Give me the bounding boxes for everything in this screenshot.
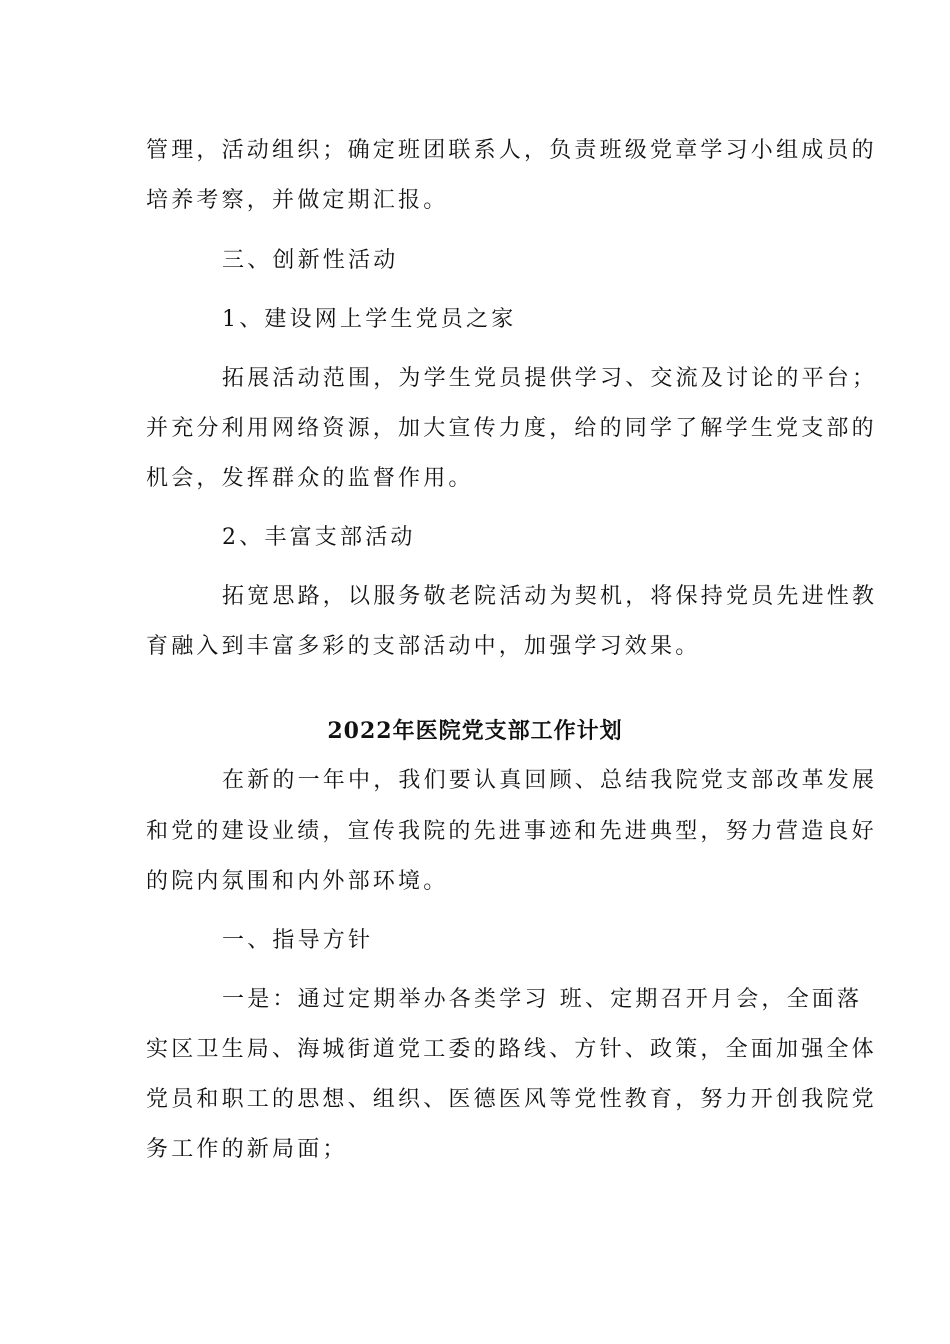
paragraph-line: 拓宽思路，以服务敬老院活动为契机，将保持党员先进性教	[222, 584, 878, 609]
paragraph-line: 育融入到丰富多彩的支部活动中，加强学习效果。	[146, 634, 701, 659]
paragraph-line: 实区卫生局、海城街道党工委的路线、方针、政策，全面加强全体	[146, 1037, 877, 1062]
paragraph-line: 拓展活动范围，为学生党员提供学习、交流及讨论的平台；	[222, 366, 878, 391]
paragraph-line: 在新的一年中，我们要认真回顾、总结我院党支部改革发展	[222, 768, 878, 793]
paragraph-line: 务工作的新局面；	[146, 1137, 348, 1162]
paragraph-line: 管理，活动组织；确定班团联系人，负责班级党章学习小组成员的	[146, 138, 877, 163]
item-heading: 1、建设网上学生党员之家	[222, 307, 517, 332]
section-heading: 三、创新性活动	[222, 248, 399, 273]
paragraph-line: 培养考察，并做定期汇报。	[146, 188, 449, 213]
paragraph-line: 的院内氛围和内外部环境。	[146, 869, 449, 894]
paragraph-line: 机会，发挥群众的监督作用。	[146, 466, 474, 491]
paragraph-line: 一是：通过定期举办各类学习 班、定期召开月会，全面落	[222, 987, 863, 1012]
section-heading: 一、指导方针	[222, 928, 374, 953]
item-heading: 2、丰富支部活动	[222, 525, 416, 550]
paragraph-line: 党员和职工的思想、组织、医德医风等党性教育，努力开创我院党	[146, 1087, 877, 1112]
paragraph-line: 和党的建设业绩，宣传我院的先进事迹和先进典型，努力营造良好	[146, 819, 877, 844]
paragraph-line: 并充分利用网络资源，加大宣传力度，给的同学了解学生党支部的	[146, 416, 877, 441]
document-title: 2022年医院党支部工作计划	[327, 718, 623, 744]
